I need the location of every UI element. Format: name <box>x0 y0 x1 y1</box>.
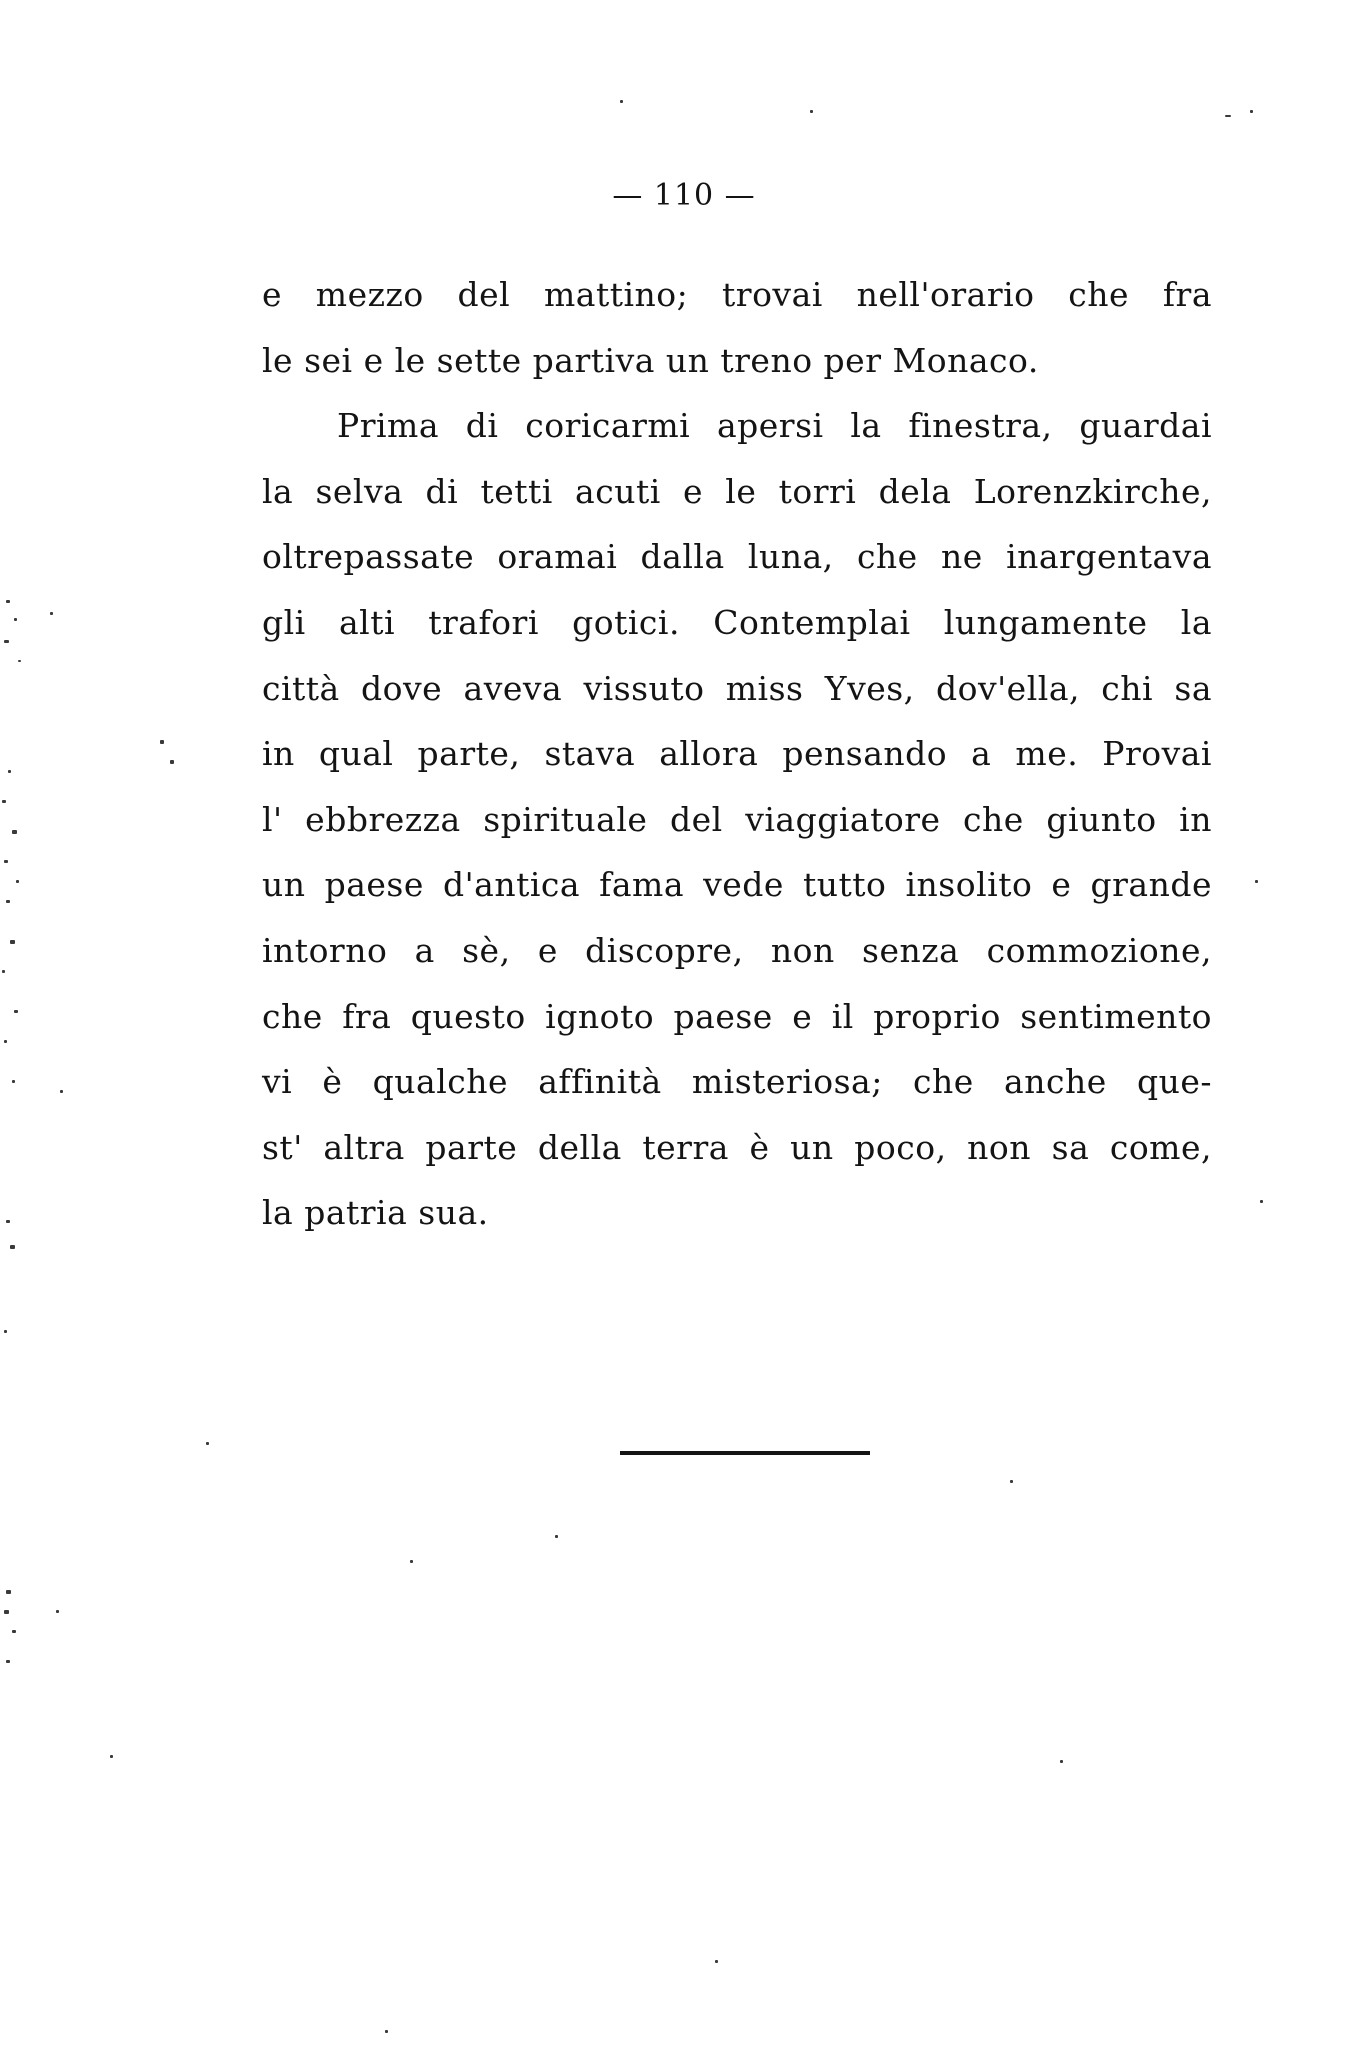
text-line: la selva di tetti acuti e le torri dela Lorenzkirche, <box>262 471 1212 511</box>
page-number: — 110 — <box>612 178 756 213</box>
text-line: l' ebbrezza spirituale del viaggiatore che giunto in <box>262 799 1212 839</box>
text-line: città dove aveva vissuto miss Yves, dov'ella, chi sa <box>262 668 1212 708</box>
text-line: Prima di coricarmi apersi la finestra, guardai <box>337 406 1212 446</box>
text-line: un paese d'antica fama vede tutto insolito e grande <box>262 865 1212 905</box>
body-text <box>262 262 1212 1246</box>
text-line: vi è qualche affinità misteriosa; che anche que- <box>262 1062 1212 1102</box>
text-line: oltrepassate oramai dalla luna, che ne inargentava <box>262 537 1212 577</box>
text-line: che fra questo ignoto paese e il proprio sentimento <box>262 996 1212 1036</box>
text-line: la patria sua. <box>262 1193 489 1233</box>
text-line: intorno a sè, e discopre, non senza commozione, <box>262 930 1212 970</box>
text-line: in qual parte, stava allora pensando a me. Provai <box>262 734 1212 774</box>
text-line: st' altra parte della terra è un poco, non sa come, <box>262 1127 1212 1167</box>
end-of-chapter-rule <box>620 1451 870 1455</box>
text-line: e mezzo del mattino; trovai nell'orario che fra <box>262 275 1212 314</box>
text-line: le sei e le sette partiva un treno per Monaco. <box>262 340 1039 380</box>
text-line: gli alti trafori gotici. Contemplai lungamente la <box>262 602 1212 642</box>
